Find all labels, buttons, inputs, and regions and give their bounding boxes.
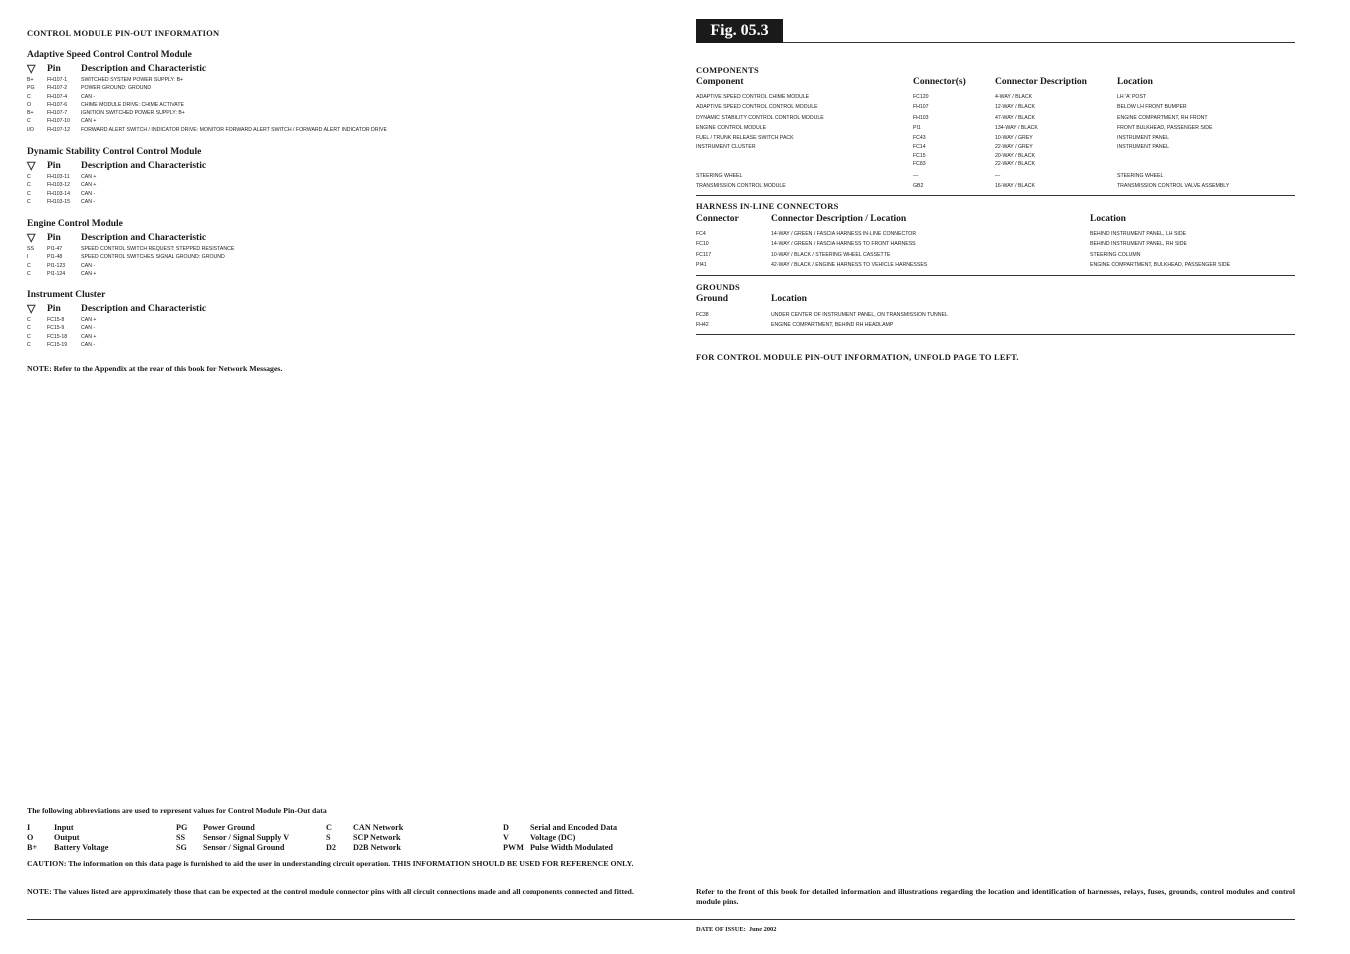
pin-number: PI1-124 [47, 270, 66, 277]
pin-row [27, 84, 387, 92]
abbr-col-4 [503, 823, 617, 853]
module-block [27, 147, 206, 206]
harness-title: HARNESS IN-LINE CONNECTORS [696, 201, 839, 211]
signal-code: C [27, 198, 31, 205]
harness-table [696, 229, 1296, 270]
caution-text: CAUTION: The information on this data page is furnished to aid the user in understanding circuit operation. THIS INFORMATION SHOULD BE USED FOR REFERENCE ONLY. [27, 859, 634, 868]
pin-row [27, 253, 234, 261]
pin-table-header [27, 63, 387, 75]
component-name: ADAPTIVE SPEED CONTROL CHIME MODULE [696, 94, 810, 100]
ground-id: FH42 [696, 322, 709, 329]
abbr-item: PG Power Ground [176, 823, 255, 832]
signal-code: PG [27, 85, 35, 92]
module-block [27, 290, 206, 349]
pinout-title: CONTROL MODULE PIN-OUT INFORMATION [27, 28, 220, 38]
pin-row [27, 93, 387, 101]
pin-number: PI1-47 [47, 246, 63, 252]
component-connector-description: — [995, 172, 1001, 179]
component-connector: FC15 [913, 152, 926, 159]
pin-table-header [27, 160, 206, 172]
col-description: Description and Characteristic [81, 304, 207, 314]
component-location: TRANSMISSION CONTROL VALVE ASSEMBLY [1117, 183, 1230, 190]
pin-row [27, 198, 206, 206]
footer-rule [27, 919, 1295, 920]
pin-description: IGNITION SWITCHED POWER SUPPLY: B+ [81, 110, 185, 117]
pin-number: FH107-12 [47, 126, 71, 133]
pin-row [27, 245, 234, 253]
pin-row [27, 117, 387, 125]
abbr-item: SS Sensor / Signal Supply V [176, 833, 290, 842]
signal-code: O [27, 101, 32, 108]
module-block [27, 50, 387, 134]
component-connector-description: 16-WAY / BLACK [995, 183, 1035, 190]
harness-description: 14-WAY / GREEN / FASCIA HARNESS IN-LINE CONNECTOR [771, 231, 917, 237]
harness-description: 10-WAY / BLACK / STEERING WHEEL CASSETTE [771, 251, 891, 258]
module-title: Adaptive Speed Control Control Module [27, 50, 192, 60]
component-row [696, 133, 1296, 143]
component-location: STEERING WHEEL [1117, 172, 1164, 179]
triangle-icon: ▽ [27, 303, 36, 315]
pin-description: CAN - [81, 190, 96, 197]
abbr-item: V Voltage (DC) [503, 833, 576, 842]
component-location: INSTRUMENT PANEL [1117, 135, 1169, 142]
component-location: INSTRUMENT PANEL [1117, 144, 1169, 151]
component-connector: FH103 [913, 114, 929, 121]
col-pin: Pin [47, 233, 61, 243]
harness-header [696, 214, 1296, 226]
pin-table [27, 173, 206, 206]
harness-location: BEHIND INSTRUMENT PANEL, LH SIDE [1090, 231, 1187, 237]
harness-location: BEHIND INSTRUMENT PANEL, RH SIDE [1090, 241, 1187, 248]
pin-number: FC15-19 [47, 341, 68, 348]
component-name: TRANSMISSION CONTROL MODULE [696, 183, 786, 190]
pin-description: CAN - [81, 325, 96, 332]
pin-description: CAN + [81, 333, 97, 340]
abbreviations-table [27, 823, 657, 855]
col-description: Description and Characteristic [81, 161, 207, 171]
figure-rule [783, 42, 1295, 43]
component-connector-description: 4-WAY / BLACK [995, 94, 1033, 100]
component-connector: FC14 [913, 144, 926, 151]
abbr-item: PWM Pulse Width Modulated [503, 843, 613, 852]
components-header [696, 77, 1296, 89]
grounds-title: GROUNDS [696, 282, 740, 292]
abbr-item: I Input [27, 823, 74, 832]
module-title: Engine Control Module [27, 219, 123, 229]
signal-code: C [27, 317, 31, 323]
pin-number: FH107-4 [47, 93, 68, 100]
component-location: LH 'A' POST [1117, 94, 1147, 100]
abbr-item: B+ Battery Voltage [27, 843, 109, 852]
col-connector-description: Connector Description [995, 77, 1087, 87]
pin-number: FH103-14 [47, 190, 71, 197]
ground-id: FC38 [696, 312, 709, 318]
pin-row [27, 173, 206, 181]
pin-row [27, 333, 206, 341]
signal-code: C [27, 333, 31, 340]
component-location: BELOW LH FRONT BUMPER [1117, 104, 1187, 111]
harness-connector: FC10 [696, 241, 709, 248]
component-connector-description: 22-WAY / BLACK [995, 160, 1035, 167]
ground-row [696, 310, 1296, 320]
pin-number: FH103-12 [47, 182, 71, 189]
pin-description: CAN - [81, 262, 96, 269]
col-component: Component [696, 77, 744, 87]
harness-rule [696, 275, 1295, 276]
signal-code: C [27, 341, 31, 348]
pin-row [27, 109, 387, 117]
pin-description: CAN + [81, 174, 97, 180]
module-block [27, 219, 234, 278]
signal-code: B+ [27, 110, 34, 117]
module-title: Dynamic Stability Control Control Module [27, 147, 202, 157]
signal-code: B+ [27, 77, 34, 83]
signal-code: C [27, 325, 31, 332]
harness-description: 42-WAY / BLACK / ENGINE HARNESS TO VEHICLE HARNESSES [771, 261, 928, 268]
ground-location: ENGINE COMPARTMENT, BEHIND RH HEADLAMP [771, 322, 894, 329]
pin-description: CAN - [81, 93, 96, 100]
pin-table [27, 76, 387, 134]
component-connector: FC83 [913, 160, 926, 167]
pin-number: FH107-1 [47, 77, 68, 83]
pin-row [27, 76, 387, 84]
col-connector: Connector [696, 214, 739, 224]
col-pin: Pin [47, 161, 61, 171]
component-row [696, 143, 1296, 152]
component-row [696, 181, 1296, 191]
pin-number: FC15-18 [47, 333, 68, 340]
pin-number: FH107-6 [47, 101, 68, 108]
component-row [696, 123, 1296, 133]
col-pin: Pin [47, 64, 61, 74]
harness-connector: FC117 [696, 251, 712, 258]
date-value: June 2002 [748, 926, 777, 933]
component-name: DYNAMIC STABILITY CONTROL CONTROL MODULE [696, 114, 824, 121]
component-row [696, 171, 1296, 181]
component-row [696, 113, 1296, 123]
date-of-issue [696, 926, 776, 933]
grounds-rule [696, 334, 1295, 335]
signal-code: C [27, 93, 31, 100]
signal-code: I [27, 254, 29, 261]
triangle-icon: ▽ [27, 232, 36, 244]
components-table [696, 92, 1296, 192]
col-description: Description and Characteristic [81, 233, 207, 243]
refer-note: Refer to the front of this book for detailed information and illustrations regarding the location and identification of harnesses, relays, fuses, grounds, control modules and control module pins. [696, 887, 1295, 906]
pin-row [27, 270, 234, 278]
component-connector: — [913, 172, 919, 179]
pin-description: SWITCHED SYSTEM POWER SUPPLY: B+ [81, 77, 184, 83]
ground-row [696, 320, 1296, 330]
harness-row [696, 229, 1296, 239]
components-title: COMPONENTS [696, 65, 759, 75]
pin-table [27, 245, 234, 278]
pin-description: CAN + [81, 182, 97, 189]
component-name: INSTRUMENT CLUSTER [696, 144, 756, 151]
component-row [696, 102, 1296, 112]
signal-code: I/O [27, 126, 34, 133]
pin-description: CHIME MODULE DRIVE: CHIME ACTIVATE [81, 101, 184, 108]
component-location: ENGINE COMPARTMENT, RH FRONT [1117, 114, 1208, 121]
pin-description: POWER GROUND: GROUND [81, 85, 152, 92]
harness-location: ENGINE COMPARTMENT, BULKHEAD, PASSENGER SIDE [1090, 261, 1231, 268]
component-connector: GB2 [913, 183, 924, 190]
abbr-item: O Output [27, 833, 80, 842]
pin-number: PI1-48 [47, 254, 63, 261]
component-row [696, 152, 1296, 160]
pin-row [27, 324, 206, 332]
pin-number: FC15-8 [47, 317, 65, 323]
module-title: Instrument Cluster [27, 290, 106, 300]
signal-code: C [27, 182, 31, 189]
abbr-col-3 [326, 823, 403, 853]
pin-number: FH107-2 [47, 85, 68, 92]
abbreviations-intro: The following abbreviations are used to represent values for Control Module Pin-Out data [27, 806, 327, 815]
component-connector-description: 47-WAY / BLACK [995, 114, 1035, 121]
component-connector: FH107 [913, 104, 929, 111]
ground-location: UNDER CENTER OF INSTRUMENT PANEL, ON TRANSMISSION TUNNEL [771, 312, 948, 318]
col-location: Location [1090, 214, 1126, 224]
pin-row [27, 262, 234, 270]
harness-description: 14-WAY / GREEN / FASCIA HARNESS TO FRONT HARNESS [771, 241, 916, 248]
unfold-note: FOR CONTROL MODULE PIN-OUT INFORMATION, UNFOLD PAGE TO LEFT. [696, 352, 1019, 362]
abbr-item: C CAN Network [326, 823, 404, 832]
harness-connector: FC4 [696, 231, 706, 237]
pin-row [27, 190, 206, 198]
pin-row [27, 316, 206, 324]
components-rule [696, 195, 1295, 196]
pin-number: FH107-10 [47, 118, 71, 125]
figure-label: Fig. 05.3 [696, 19, 783, 43]
network-note: NOTE: Refer to the Appendix at the rear of this book for Network Messages. [27, 364, 283, 373]
abbr-col-2 [176, 823, 289, 853]
pin-description: CAN + [81, 317, 97, 323]
component-name: FUEL / TRUNK RELEASE SWITCH PACK [696, 135, 794, 142]
component-connector-description: 12-WAY / BLACK [995, 104, 1035, 111]
component-row [696, 92, 1296, 102]
signal-code: C [27, 262, 31, 269]
pin-description: CAN + [81, 270, 97, 277]
component-connector-description: 22-WAY / GREY [995, 144, 1033, 151]
harness-row [696, 260, 1296, 270]
grounds-table [696, 310, 1296, 331]
col-connectors: Connector(s) [913, 77, 966, 87]
pin-number: FC15-9 [47, 325, 65, 332]
pin-description: CAN + [81, 118, 97, 125]
abbr-col-1 [27, 823, 108, 853]
col-pin: Pin [47, 304, 61, 314]
signal-code: C [27, 118, 31, 125]
grounds-header [696, 294, 1296, 306]
col-location: Location [1117, 77, 1153, 87]
pin-description: CAN - [81, 198, 96, 205]
pin-number: PI1-123 [47, 262, 66, 269]
values-note: NOTE: The values listed are approximately those that can be expected at the control module connector pins with all circuit connections made and all components connected and fitted. [27, 887, 634, 896]
pin-row [27, 101, 387, 109]
component-connector-description: 10-WAY / GREY [995, 135, 1033, 142]
signal-code: C [27, 190, 31, 197]
harness-row [696, 239, 1296, 249]
harness-connector: PI41 [696, 261, 707, 268]
pin-number: FH107-7 [47, 110, 68, 117]
col-location: Location [771, 294, 807, 304]
signal-code: C [27, 174, 31, 180]
pin-description: CAN - [81, 341, 96, 348]
component-connector-description: 134-WAY / BLACK [995, 124, 1038, 131]
pin-description: SPEED CONTROL SWITCH REQUEST: STEPPED RESISTANCE [81, 246, 235, 252]
pin-number: FH103-15 [47, 198, 71, 205]
triangle-icon: ▽ [27, 63, 36, 75]
component-name: ADAPTIVE SPEED CONTROL CONTROL MODULE [696, 104, 818, 111]
harness-location: STEERING COLUMN [1090, 251, 1141, 258]
pin-row [27, 126, 387, 134]
abbr-item: SG Sensor / Signal Ground [176, 843, 285, 852]
abbr-item: S SCP Network [326, 833, 401, 842]
pin-table-header [27, 232, 234, 244]
pin-table-header [27, 303, 206, 315]
component-name: ENGINE CONTROL MODULE [696, 124, 767, 131]
abbr-item: D2 D2B Network [326, 843, 401, 852]
component-connector: PI1 [913, 124, 921, 131]
signal-code: C [27, 270, 31, 277]
pin-number: FH103-11 [47, 174, 70, 180]
component-row [696, 160, 1296, 168]
pin-description: SPEED CONTROL SWITCHES SIGNAL GROUND: GROUND [81, 254, 225, 261]
pin-row [27, 181, 206, 189]
col-description: Description and Characteristic [81, 64, 207, 74]
component-connector: FC43 [913, 135, 926, 142]
signal-code: SS [27, 246, 34, 252]
component-name: STEERING WHEEL [696, 172, 743, 179]
pin-row [27, 341, 206, 349]
component-connector: FC120 [913, 94, 929, 100]
pin-table [27, 316, 206, 349]
triangle-icon: ▽ [27, 160, 36, 172]
harness-row [696, 250, 1296, 260]
component-location: FRONT BULKHEAD, PASSENGER SIDE [1117, 124, 1213, 131]
component-connector-description: 20-WAY / BLACK [995, 152, 1035, 159]
date-label: DATE OF ISSUE: [696, 926, 746, 933]
abbr-item: D Serial and Encoded Data [503, 823, 618, 832]
col-ground: Ground [696, 294, 729, 304]
pin-description: FORWARD ALERT SWITCH / INDICATOR DRIVE: MONITOR FORWARD ALERT SWITCH / FORWARD ALERT INDICATOR DRIVE [81, 126, 387, 133]
col-connector-description-location: Connector Description / Location [771, 214, 907, 224]
